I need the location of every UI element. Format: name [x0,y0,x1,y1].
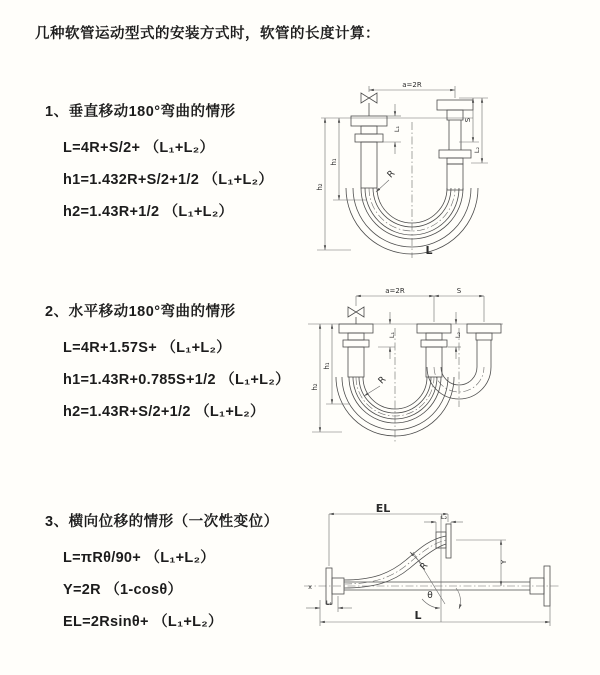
dimension-h2 [316,118,351,250]
right-fitting [437,100,473,164]
dimension-l2 [424,513,463,532]
dimension-h2 [311,324,342,432]
right-braided-hose [447,164,463,190]
dim-label-l2: L₂ [473,146,481,154]
section-1-heading: 1、垂直移动180°弯曲的情形 [45,104,236,120]
section-3 [45,510,279,638]
dim-label-h2: h₂ [311,383,319,391]
dim-label-h2: h₂ [316,183,324,191]
radius-leader [376,169,397,192]
dimension-l1 [383,104,401,154]
dimension-l2 [471,98,488,163]
dimension-h1 [323,324,350,404]
formula-l: L=4R+1.57S+ （L₁+L₂） [63,340,232,356]
dim-label-r: R [385,168,398,181]
dim-label-r: R [418,561,431,573]
formula-y: Y=2R （1-cosθ） [63,582,183,598]
dimension-a2r [369,81,455,98]
dim-label-l1: L₁ [325,599,333,607]
dim-label-h1: h₁ [323,362,331,370]
left-fitting [339,324,373,347]
formula-l: L=πRθ/90+ （L₁+L₂） [63,550,216,566]
diagram-vertical-180-bend [303,72,575,262]
diagram-horizontal-180-bend [298,282,590,462]
dim-label-h1: h₁ [330,158,338,166]
dim-label-r: R [376,374,389,387]
dim-label-l2: L₂ [440,513,448,521]
dimension-a2r [356,287,484,322]
left-braided-hose [348,347,364,377]
section-2 [45,300,290,428]
dimension-s [434,287,484,296]
right-fitting [467,324,501,367]
formula-h1: h1=1.43R+0.785S+1/2 （L₁+L₂） [63,372,290,388]
page-title: 几种软管运动型式的安装方式时，软管的长度计算： [35,26,380,42]
dimension-l1 [378,312,396,359]
dim-label-l1: L₁ [388,331,396,339]
dimension-l2 [448,312,462,359]
middle-fitting [417,324,451,347]
left-fitting [351,116,387,142]
valve-icon [348,307,364,324]
section-1 [45,100,273,228]
dimension-s [459,98,488,142]
dim-label-s: S [456,287,462,295]
dim-label-a2r: a=2R [402,81,422,89]
section-2-heading: 2、水平移动180°弯曲的情形 [45,304,236,320]
dimension-el [329,502,448,566]
valve-icon [361,93,377,116]
dim-label-l-total: L [414,609,422,622]
dimension-l1 [306,596,352,612]
dimension-y [456,540,508,586]
hose-displaced-centerline [344,540,446,584]
formula-h2: h2=1.43R+S/2+1/2 （L₁+L₂） [63,404,265,420]
formula-h2: h2=1.43R+1/2 （L₁+L₂） [63,204,234,220]
dim-label-l2: L₂ [454,331,462,339]
left-braided-hose [361,142,377,188]
dim-label-s: S [464,117,472,123]
dim-label-y: Y [500,559,508,565]
formula-l: L=4R+S/2+ （L₁+L₂） [63,140,215,156]
formula-h1: h1=1.432R+S/2+1/2 （L₁+L₂） [63,172,274,188]
diagram-lateral-displacement [298,502,598,657]
dim-label-l-total: L [425,244,433,257]
dimension-l [320,594,550,626]
dim-label-theta: θ [427,591,433,601]
formula-el: EL=2Rsinθ+ （L₁+L₂） [63,614,223,630]
displaced-flange [436,524,451,558]
dim-label-el: EL [375,502,391,515]
radius-leader [364,375,388,396]
centerline-x-mark: x [308,583,312,591]
middle-braided-hose [426,347,442,377]
dim-label-l1: L₁ [393,125,401,133]
radius-leader [410,552,430,572]
dim-label-a2r: a=2R [385,287,405,295]
section-3-heading: 3、横向位移的情形（一次性变位） [45,514,279,530]
